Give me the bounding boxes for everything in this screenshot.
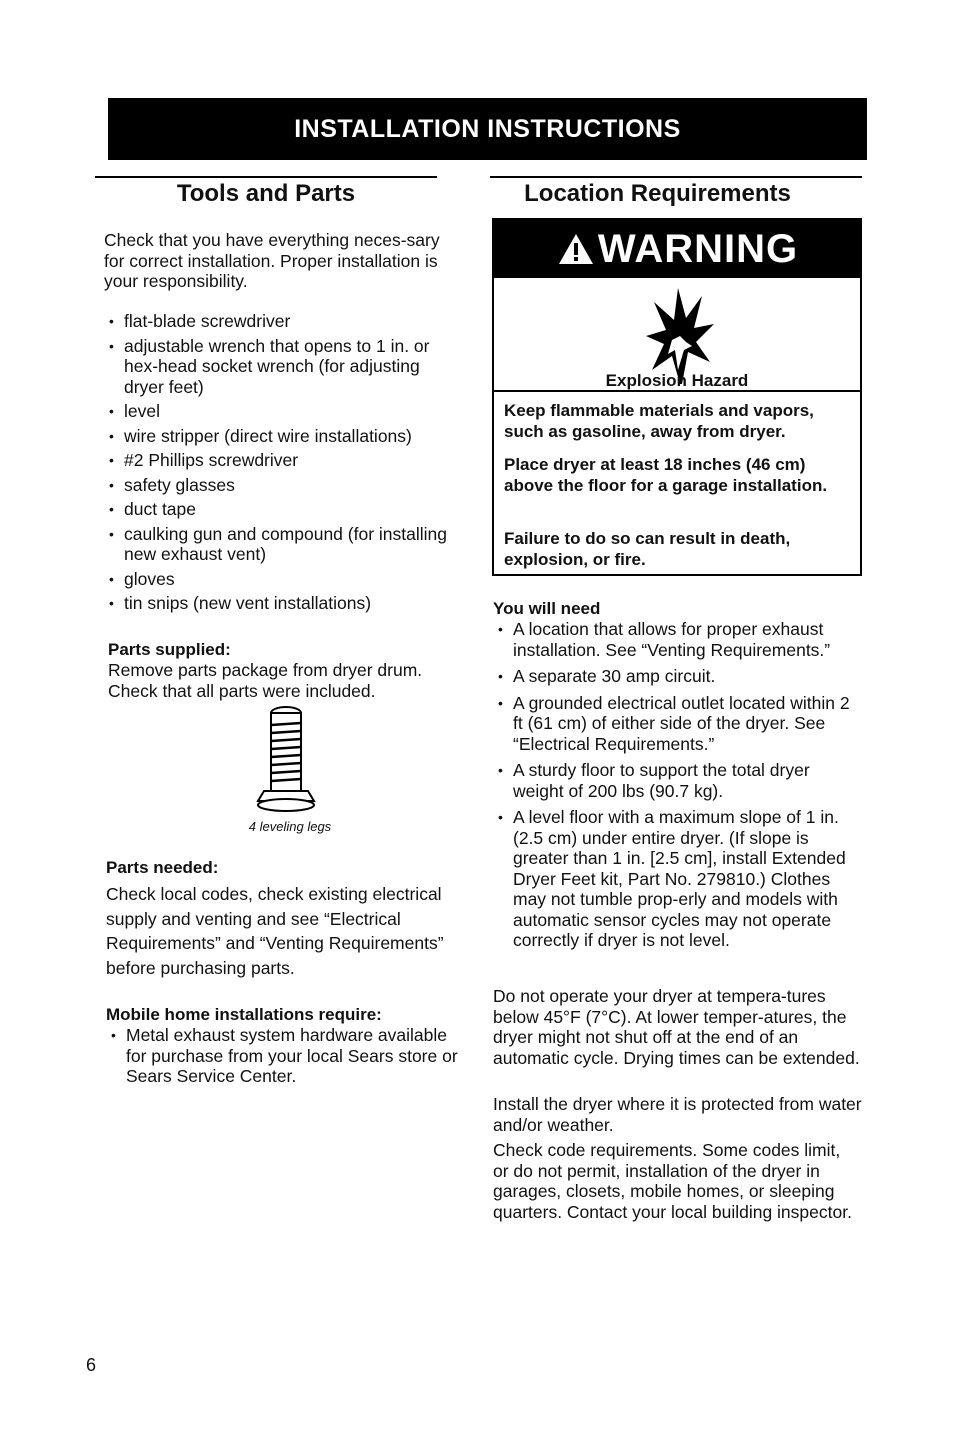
mobile-home-heading: Mobile home installations require:	[106, 1005, 382, 1024]
page-banner	[108, 98, 867, 160]
list-item: • duct tape	[104, 499, 454, 520]
list-item: • A grounded electrical outlet located within 2 ft (61 cm) of either side of the dryer. See “Electrical Requirements.”	[493, 693, 858, 755]
list-item: • safety glasses	[104, 475, 454, 496]
warning-paragraph: Place dryer at least 18 inches (46 cm) above the floor for a garage installation.	[504, 455, 828, 495]
mobile-home-section	[106, 1005, 466, 1087]
list-item: • gloves	[104, 569, 454, 590]
tools-list	[104, 311, 454, 618]
right-column-rule	[490, 176, 862, 178]
list-item: • A separate 30 amp circuit.	[493, 666, 858, 687]
warning-label: WARNING	[597, 226, 799, 271]
parts-needed-text: Check local codes, check existing electrical supply and venting and see “Electrical Requirements” and “Venting Requirements” before purchasing parts.	[106, 884, 444, 978]
location-requirements-title: Location Requirements	[524, 180, 791, 207]
warning-triangle-icon	[556, 231, 596, 267]
parts-supplied-text: Remove parts package from dryer drum. Check that all parts were included.	[108, 660, 423, 701]
parts-needed-section	[106, 858, 466, 980]
banner-title: INSTALLATION INSTRUCTIONS	[294, 114, 681, 143]
location-paragraph: Do not operate your dryer at tempera-tures below 45°F (7°C). At lower temper-atures, the dryer might not shut off at the end of an automatic cycle. Drying times can be extended.	[493, 986, 860, 1068]
warning-header	[494, 220, 860, 278]
parts-needed-heading: Parts needed:	[106, 858, 219, 877]
tools-parts-title: Tools and Parts	[176, 180, 356, 207]
list-item: • A sturdy floor to support the total dryer weight of 200 lbs (90.7 kg).	[493, 760, 858, 801]
parts-supplied-heading: Parts supplied:	[108, 640, 231, 659]
list-item: • Metal exhaust system hardware available for purchase from your local Sears store or Sears Service Center.	[106, 1025, 458, 1087]
tools-intro: Check that you have everything neces-sary for correct installation. Proper installation is your responsibility.	[104, 230, 440, 291]
warning-box	[492, 218, 862, 576]
leveling-leg-illustration	[254, 703, 324, 815]
warning-paragraph: Failure to do so can result in death, explosion, or fire.	[504, 529, 791, 569]
list-item: • level	[104, 401, 454, 422]
location-paragraph: Check code requirements. Some codes limit, or do not permit, installation of the dryer in garages, closets, mobile homes, or sleeping quarters. Contact your local building inspector.	[493, 1140, 852, 1222]
list-item: • flat-blade screwdriver	[104, 311, 454, 332]
list-item: • wire stripper (direct wire installations)	[104, 426, 454, 447]
parts-supplied-section	[108, 640, 468, 701]
list-item: • caulking gun and compound (for installing new exhaust vent)	[104, 524, 454, 565]
you-will-need-section	[493, 599, 863, 957]
list-item: • A location that allows for proper exhaust installation. See “Venting Requirements.”	[493, 619, 858, 660]
list-item: • #2 Phillips screwdriver	[104, 450, 454, 471]
page-number: 6	[86, 1355, 97, 1375]
list-item: • A level floor with a maximum slope of 1 in. (2.5 cm) under entire dryer. (If slope is greater than 1 in. [2.5 cm], install Extended Dryer Feet kit, Part No. 279810.) Clothes may not tumble prop-erly and models with automatic sensor cycles may not operate correctly if dryer is not level.	[493, 807, 858, 951]
mobile-home-list	[106, 1025, 458, 1087]
figure-caption: 4 leveling legs	[248, 819, 332, 834]
list-item: • tin snips (new vent installations)	[104, 593, 454, 614]
list-item: • adjustable wrench that opens to 1 in. or hex-head socket wrench (for adjusting dryer feet)	[104, 336, 454, 398]
left-column-rule	[95, 176, 437, 178]
you-will-need-heading: You will need	[493, 599, 601, 618]
location-paragraph: Install the dryer where it is protected from water and/or weather.	[493, 1094, 862, 1135]
you-will-need-list	[493, 619, 858, 951]
leveling-leg-icon	[254, 703, 324, 815]
warning-paragraph: Keep flammable materials and vapors, such as gasoline, away from dryer.	[504, 401, 814, 441]
hazard-title: Explosion Hazard	[605, 371, 749, 390]
